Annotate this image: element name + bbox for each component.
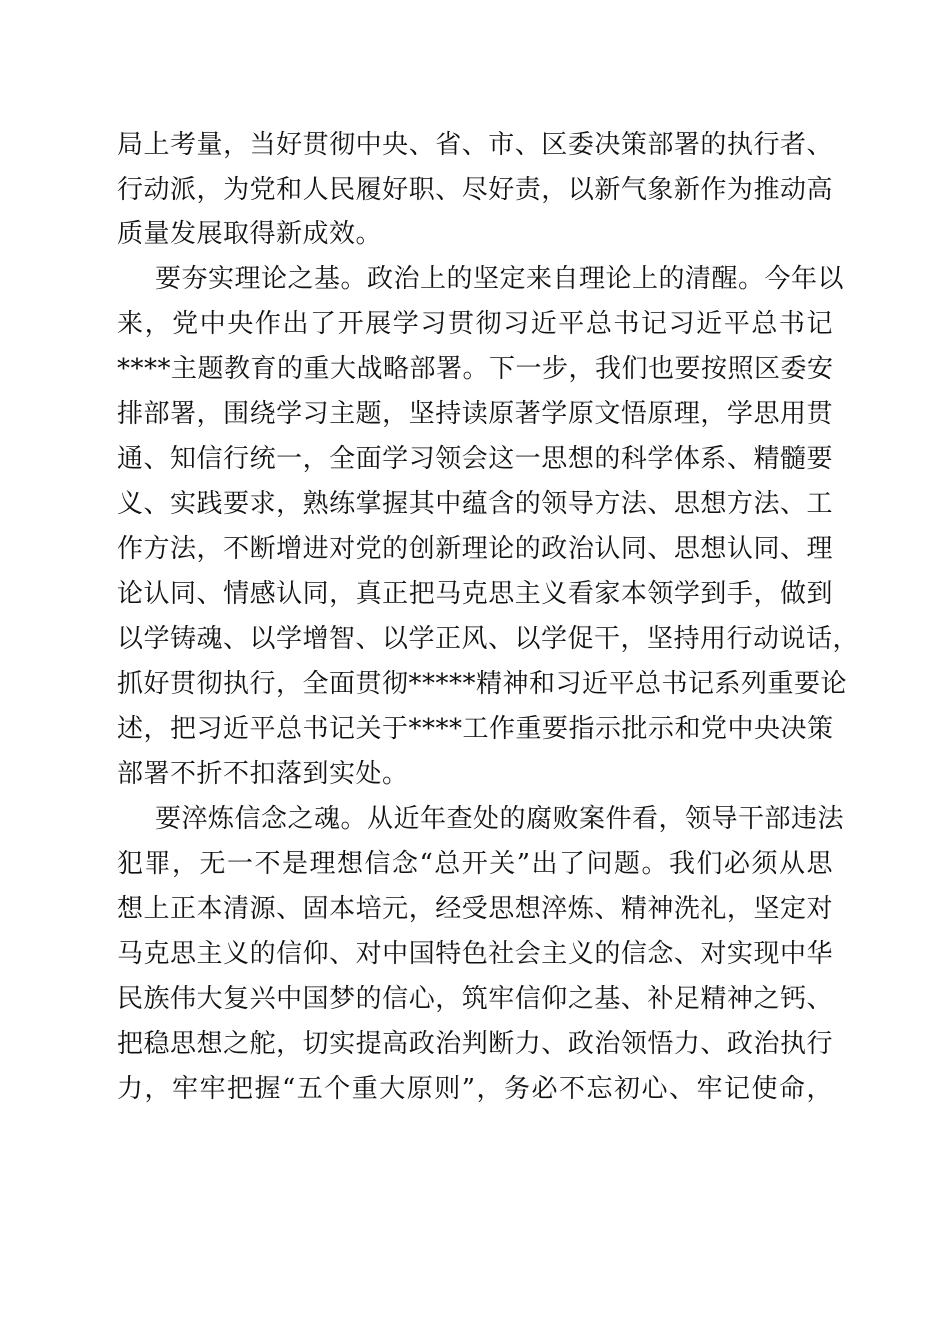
paragraph-2-line-2: 来，党中央作出了开展学习贯彻习近平总书记习近平总书记 <box>117 309 833 339</box>
paragraph-3-line-4: 马克思主义的信仰、对中国特色社会主义的信念、对实现中华 <box>117 939 833 969</box>
paragraph-3-line-2: 犯罪，无一不是理想信念“总开关”出了问题。我们必须从思 <box>117 849 833 879</box>
paragraph-2-line-3: ****主题教育的重大战略部署。下一步，我们也要按照区委安 <box>117 354 834 384</box>
paragraph-2-line-8: 论认同、情感认同，真正把马克思主义看家本领学到手，做到 <box>117 579 833 609</box>
paragraph-2-line-7: 作方法，不断增进对党的创新理论的政治认同、思想认同、理 <box>117 534 833 564</box>
paragraph-2-line-11: 述，把习近平总书记关于****工作重要指示批示和党中央决策 <box>117 714 834 744</box>
paragraph-2-line-4: 排部署，围绕学习主题，坚持读原著学原文悟原理，学思用贯 <box>117 399 833 429</box>
paragraph-3-line-7: 力，牢牢把握“五个重大原则”，务必不忘初心、牢记使命， <box>117 1074 833 1104</box>
paragraph-1-line-2: 行动派，为党和人民履好职、尽好责，以新气象新作为推动高 <box>117 175 833 205</box>
paragraph-2-line-5: 通、知信行统一，全面学习领会这一思想的科学体系、精髓要 <box>117 444 833 474</box>
paragraph-1-line-1: 局上考量，当好贯彻中央、省、市、区委决策部署的执行者、 <box>117 130 833 160</box>
paragraph-2-line-1: 要夯实理论之基。政治上的坚定来自理论上的清醒。今年以 <box>155 264 845 294</box>
paragraph-2-line-6: 义、实践要求，熟练掌握其中蕴含的领导方法、思想方法、工 <box>117 489 833 519</box>
paragraph-2-line-10: 抓好贯彻执行，全面贯彻*****精神和习近平总书记系列重要论 <box>117 669 848 699</box>
paragraph-2-line-12: 部署不折不扣落到实处。 <box>117 759 409 789</box>
paragraph-2-line-9: 以学铸魂、以学增智、以学正风、以学促干，坚持用行动说话， <box>117 624 860 654</box>
paragraph-1-line-3: 质量发展取得新成效。 <box>117 219 383 249</box>
paragraph-3-line-6: 把稳思想之舵，切实提高政治判断力、政治领悟力、政治执行 <box>117 1029 833 1059</box>
paragraph-3-line-1: 要淬炼信念之魂。从近年查处的腐败案件看，领导干部违法 <box>155 804 845 834</box>
paragraph-3-line-3: 想上正本清源、固本培元，经受思想淬炼、精神洗礼，坚定对 <box>117 894 833 924</box>
paragraph-3-line-5: 民族伟大复兴中国梦的信心，筑牢信仰之基、补足精神之钙、 <box>117 984 833 1014</box>
